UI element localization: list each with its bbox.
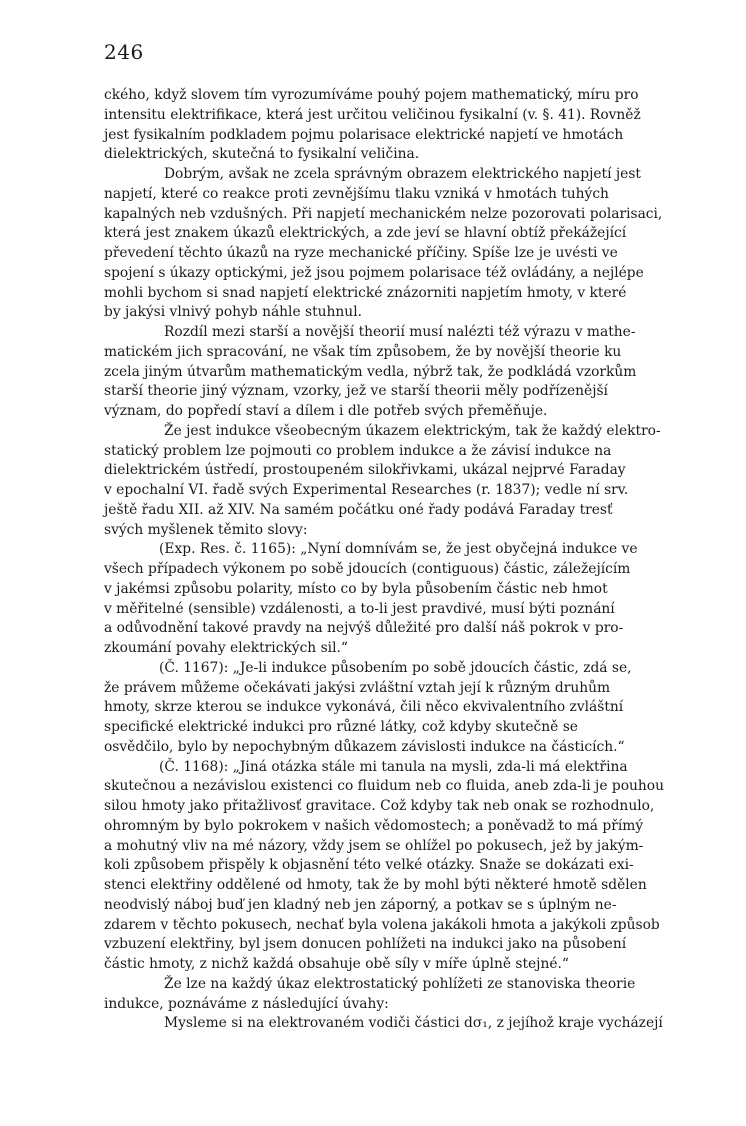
text-line: stenci elektřiny oddělené od hmoty, tak že by mohl býti některé hmotě sdělen (104, 877, 647, 893)
text-line: vzbuzení elektřiny, byl jsem donucen pohlížeti na indukci jako na působení (104, 936, 627, 953)
text-line: koli způsobem přispěly k objasnění této velké otázky. Snaže se dokázati exi- (104, 857, 634, 874)
paragraph (104, 165, 702, 323)
text-line: zkoumání povahy elektrických sil.“ (104, 640, 348, 656)
text-line: osvědčilo, bylo by nepochybným důkazem závislosti indukce na částicích.“ (104, 738, 625, 755)
text-line: Že lze na každý úkaz elektrostatický pohlížeti ze stanoviska theorie (164, 975, 636, 992)
text-line: jest fysikalním podkladem pojmu polarisace elektrické napjetí ve hmotách (104, 126, 624, 143)
text-line: Že jest indukce všeobecným úkazem elektrickým, tak že každý elektro- (164, 422, 661, 439)
text-line: intensitu elektrifikace, která jest určitou veličinou fysikalní (v. §. 41). Rovněž (104, 106, 641, 123)
text-line: mohli bychom si snad napjetí elektrické znázorniti napjetím hmoty, v které (104, 284, 627, 301)
text-line: všech případech výkonem po sobě jdoucích (contiguous) částic, záležejícím (104, 561, 631, 577)
text-line: ohromným by bylo pokrokem v našich vědomostech; a poněvadž to má přímý (104, 817, 644, 834)
text-line: by jakýsi vlnivý pohyb náhle stuhnul. (104, 304, 362, 321)
text-line: indukce, poznáváme z následující úvahy: (104, 995, 389, 1012)
body-text (104, 86, 702, 1034)
text-line: v epochalní VI. řadě svých Experimental Researches (r. 1837); vedle ní srv. (104, 482, 629, 498)
text-line: starší theorie jiný význam, vzorky, jež ve starší theorii měly podřízenější (104, 383, 608, 400)
text-line: v jakémsi způsobu polarity, místo co by byla působením částic neb hmot (104, 580, 608, 597)
text-line: napjetí, které co reakce proti zevnějšímu tlaku vzniká v hmotách tuhých (104, 185, 609, 202)
paragraph (104, 540, 702, 659)
text-line: a odůvodnění takové pravdy na nejvýš důležité pro další náš pokrok v pro- (104, 620, 624, 637)
paragraph (104, 758, 702, 975)
text-line: Dobrým, avšak ne zcela správným obrazem elektrického napjetí jest (164, 166, 641, 182)
text-line: význam, do popředí staví a dílem i dle potřeb svých přeměňuje. (104, 403, 548, 419)
text-line: skutečnou a nezávislou existenci co fluidum neb co fluida, aneb zda-li je pouhou (104, 778, 664, 795)
text-line: která jest znakem úkazů elektrických, a zde jeví se hlavní obtíž překážející (104, 225, 627, 242)
text-line: specifické elektrické indukci pro různé látky, což kdyby skutečně se (104, 719, 578, 735)
paragraph (104, 1014, 702, 1034)
text-line: dielektrických, skutečná to fysikalní veličina. (104, 146, 420, 163)
text-line: převedení těchto úkazů na ryze mechanické příčiny. Spíše lze je uvésti ve (104, 245, 618, 261)
text-line: zcela jiným útvarům mathematickým vedla, nýbrž tak, že podkládá vzorkům (104, 363, 637, 380)
text-line: v měřitelné (sensible) vzdálenosti, a to-li jest pravdivé, musí býti poznání (104, 600, 615, 617)
text-line: dielektrickém ústředí, prostoupeném silokřivkami, ukázal nejprvé Faraday (104, 462, 626, 479)
text-line: kapalných neb vzdušných. Při napjetí mechanickém nelze pozorovati polarisaci, (104, 205, 663, 222)
text-line: silou hmoty jako přitažlivosť gravitace. Což kdyby tak neb onak se rozhodnulo, (104, 798, 655, 814)
text-line: (Č. 1168): „Jiná otázka stále mi tanula na mysli, zda-li má elektřina (159, 758, 628, 775)
text-line: neodvislý náboj buď jen kladný neb jen záporný, a potkav se s úplným ne- (104, 896, 617, 913)
page-number: 246 (104, 40, 144, 64)
paragraph (104, 975, 702, 1015)
text-line: (Č. 1167): „Je-li indukce působením po sobě jdoucích částic, zdá se, (159, 659, 632, 676)
text-line: ckého, když slovem tím vyrozumíváme pouhý pojem mathematický, míru pro (104, 87, 639, 103)
text-line: Rozdíl mezi starší a novější theorií musí nalézti též výrazu v mathe- (164, 324, 636, 340)
text-line: statický problem lze pojmouti co problem indukce a že závisí indukce na (104, 442, 612, 459)
text-line: hmoty, skrze kterou se indukce vykonává, čili něco ekvivalentního zvláštní (104, 699, 624, 716)
text-line: že právem můžeme očekávati jakýsi zvláštní vztah její k různým druhům (104, 679, 611, 696)
text-line: ještě řadu XII. až XIV. Na samém počátku oné řady podává Faraday tresť (104, 501, 613, 518)
text-line: (Exp. Res. č. 1165): „Nyní domnívám se, že jest obyčejná indukce ve (159, 541, 638, 558)
text-line: a mohutný vliv na mé názory, vždy jsem se ohlížel po pokusech, jež by jakým- (104, 837, 644, 854)
paragraph (104, 86, 702, 165)
paragraph (104, 323, 702, 422)
text-line: zdarem v těchto pokusech, nechať byla volena jakákoli hmota a jakýkoli způsob (104, 916, 660, 933)
paragraph (104, 659, 702, 758)
text-line: svých myšlenek těmito slovy: (104, 521, 308, 538)
text-line: částic hmoty, z nichž každá obsahuje obě síly v míře úplně stejné.“ (104, 956, 569, 972)
text-line: matickém jich spracování, ne však tím způsobem, že by novější theorie ku (104, 343, 622, 360)
paragraph (104, 422, 702, 541)
text-line: Mysleme si na elektrovaném vodiči částici dσ₁, z jejíhož kraje vycházejí (164, 1015, 663, 1032)
text-line: spojení s úkazy optickými, jež jsou pojmem polarisace též ovládány, a nejlépe (104, 264, 644, 281)
